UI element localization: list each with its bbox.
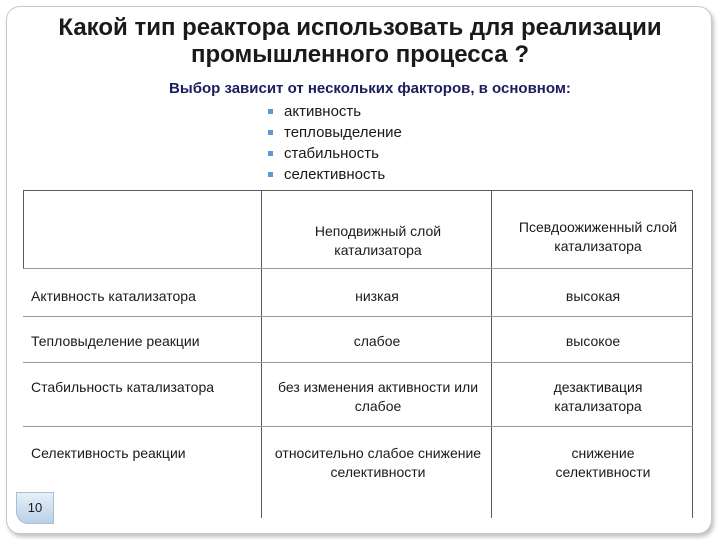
factor-item-heat: тепловыделение <box>268 122 402 143</box>
table-row-line-1 <box>23 268 693 269</box>
comparison-table <box>23 190 693 518</box>
cell-stability-fixed: без изменения активности или слабое <box>277 379 479 414</box>
slide-subtitle: Выбор зависит от нескольких факторов, в основном: <box>169 80 571 97</box>
page-number: 10 <box>16 492 54 524</box>
table-divider-2 <box>491 190 492 518</box>
header-fluidized-bed: Псевдоожиженный слой катализатора <box>518 219 678 254</box>
table-row-line-2 <box>23 316 693 317</box>
table-border-right <box>692 190 693 518</box>
cell-activity-fixed: низкая <box>355 288 399 304</box>
row-label-selectivity: Селективность реакции <box>31 445 186 461</box>
cell-heat-fluid: высокое <box>565 333 621 349</box>
table-row-line-4 <box>23 426 693 427</box>
slide-title: Какой тип реактора использовать для реализации промышленного процесса ? <box>58 14 662 68</box>
row-label-heat: Тепловыделение реакции <box>31 333 200 349</box>
header-fixed-bed: Неподвижный слой катализатора <box>314 223 442 258</box>
cell-heat-fixed: слабое <box>353 333 401 349</box>
cell-selectivity-fixed: относительно слабое снижение селективности <box>274 445 482 480</box>
cell-activity-fluid: высокая <box>565 288 621 304</box>
table-border-left <box>23 190 24 268</box>
factor-item-selectivity: селективность <box>268 164 402 185</box>
factor-item-stability: стабильность <box>268 143 402 164</box>
cell-stability-fluid: дезактивация катализатора <box>553 379 643 414</box>
factor-list <box>268 101 402 185</box>
table-row-line-3 <box>23 362 693 363</box>
table-border-top <box>23 190 693 191</box>
table-divider-1 <box>261 190 262 518</box>
cell-selectivity-fluid: снижение селективности <box>555 445 651 480</box>
row-label-stability: Стабильность катализатора <box>31 379 215 395</box>
factor-item-activity: активность <box>268 101 402 122</box>
row-label-activity: Активность катализатора <box>31 288 196 304</box>
